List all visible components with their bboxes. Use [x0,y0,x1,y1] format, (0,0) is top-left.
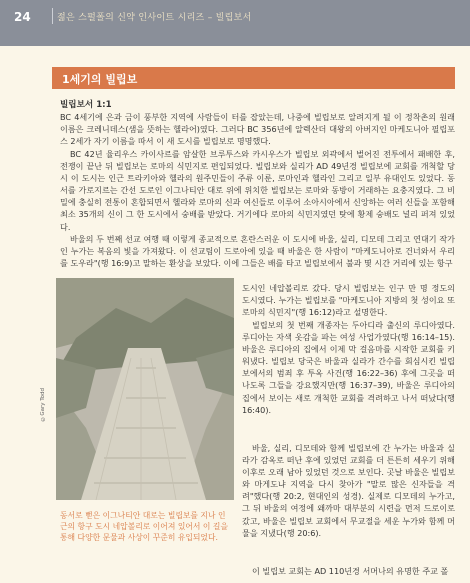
subheading: 빌립보서 1:1 [60,100,112,110]
page-header [0,0,470,46]
section-title: 1세기의 빌립보 [62,73,138,86]
section-title-bar [52,67,455,89]
figure-caption: 동서로 뻗은 이그나티안 대로는 빌립보를 지나 인근의 항구 도시 네압볼리로 이어져 있어서 이 길을 통해 다양한 문물과 사상이 꾸준히 유입되었다. [60,511,228,542]
right-paragraph-1: 도시인 네압볼리로 갔다. 당시 빌립보는 인구 만 명 정도의 도시였다. 누가는 빌립보를 "마케도니아 지방의 첫 성이요 또 로마의 식민지"(행 16:12)라고 설명한다. [242,283,455,318]
road-photo [56,278,234,500]
paragraph-2: BC 42년 율리우스 카이사르를 암살한 브루투스와 카시우스가 빌립보 외곽에서 벌어진 전투에서 패배한 후, 전쟁이 끝난 뒤 빌립보는 로마의 식민지로 편입되었다. 빌립보와 실리가 AD 49년경 빌립보에 교회를 개척할 당시 이 도시는 인근 트라키아와 헬라의 원주민들이 주류 이룬, 로마인과 헬라인 그리고 일부 유대인도 있었다. 동서를 가로지르는 간선 도로인 이그나티안 대로 위에 위치한 빌립보는 로마와 동방이 거래하는 요충지였다. 그 비밀에 충실히 전통이 혼합되면서 헬라와 로마의 신과 여신들로 이루어 소아시아에서 신앙하는 여러 신들을 포함해 최소 35개의 신이 그 한 도시에서 숭배를 받았다. 거기에다 로마의 식민지였던 탓에 황제 숭배도 널리 퍼져 있었다. [60,149,455,232]
right-paragraph-3: 바울, 실리, 디모데와 함께 빌립보에 간 누가는 바울과 실라가 감옥로 떠난 후에 있었던 교회를 더 튼튼히 세우기 위해 이후로 오래 남아 있었던 것으로 보인다. 곳날 바울은 빌립보와 마게도냐 지역을 다시 찾아가 "말로 많은 신자들을 격려"했다(행 20:2, 현대인의 성경). 실제로 디모데의 누가고, 그 뒤 바울의 여정에 왜까마 대부분의 시련을 먼저 드로이로 갔고, 바울은 빌립보 교회에서 무교절을 세운 누가와 함께 머물을 지냈다(행 20:6). [242,443,455,538]
running-title: 젊은 스펄폴의 신약 인사이트 시리즈 – 빌립보서 [57,13,252,23]
photo-credit: ©Gary Todd [40,388,46,422]
right-paragraph-2: 빌립보의 첫 번째 개종자는 두아디라 출신의 루디아였다. 루디아는 자색 옷감을 파는 여성 사업가였다(행 16:14–15). 바울은 루디아의 집에서 이제 막 걸음마를 시작한 교회를 키워냈다. 빌립보 당국은 바울과 실라가 간수를 회심시킨 빌립보에서의 범죄 후 투옥 사건(행 16:22–36) 후에 그곳을 떠나도록 그들을 강요했지만(행 16:37–39), 바울은 루디아의 집에서 보이는 새로 개척한 교회를 격려하고 나서 떠났다(행 16:40). [242,320,455,415]
via-egnatia-image [56,278,234,500]
page-number: 24 [14,10,31,24]
paragraph-3: 바울의 두 번째 선교 여행 때 이렇게 종교적으로 혼란스러운 이 도시에 바울, 실리, 디모데 그리고 연대기 작가인 누가는 복음의 빛을 가져왔다. 이 선교팀이 드로아에 있을 때 바울은 한 사람이 "마케도니아로 건너와서 우리를 도우라"(행 16:9)고 말하는 환상을 보았다. 이에 그들은 배를 타고 빌립보에서 불과 몇 시간 거리에 있는 항구 [60,234,455,269]
right-paragraph-4: 이 빌립보 교회는 AD 110년경 서머나의 유명한 주교 폴 [252,566,449,576]
paragraph-1: BC 4세기에 은과 금이 풍부한 지역에 사람들이 터를 잡았는데, 나중에 빌립보로 알려지게 될 이 정착촌의 원래 이름은 크레니데스(샘을 뜻하는 헬라어)였다. 그러다 BC 356년에 알렉산더 대왕의 아버지인 마케도니아 필립포스 2세가 자기 이름을 따서 이 새 도시를 빌립보로 명명했다. [60,112,455,147]
header-divider [52,8,53,24]
